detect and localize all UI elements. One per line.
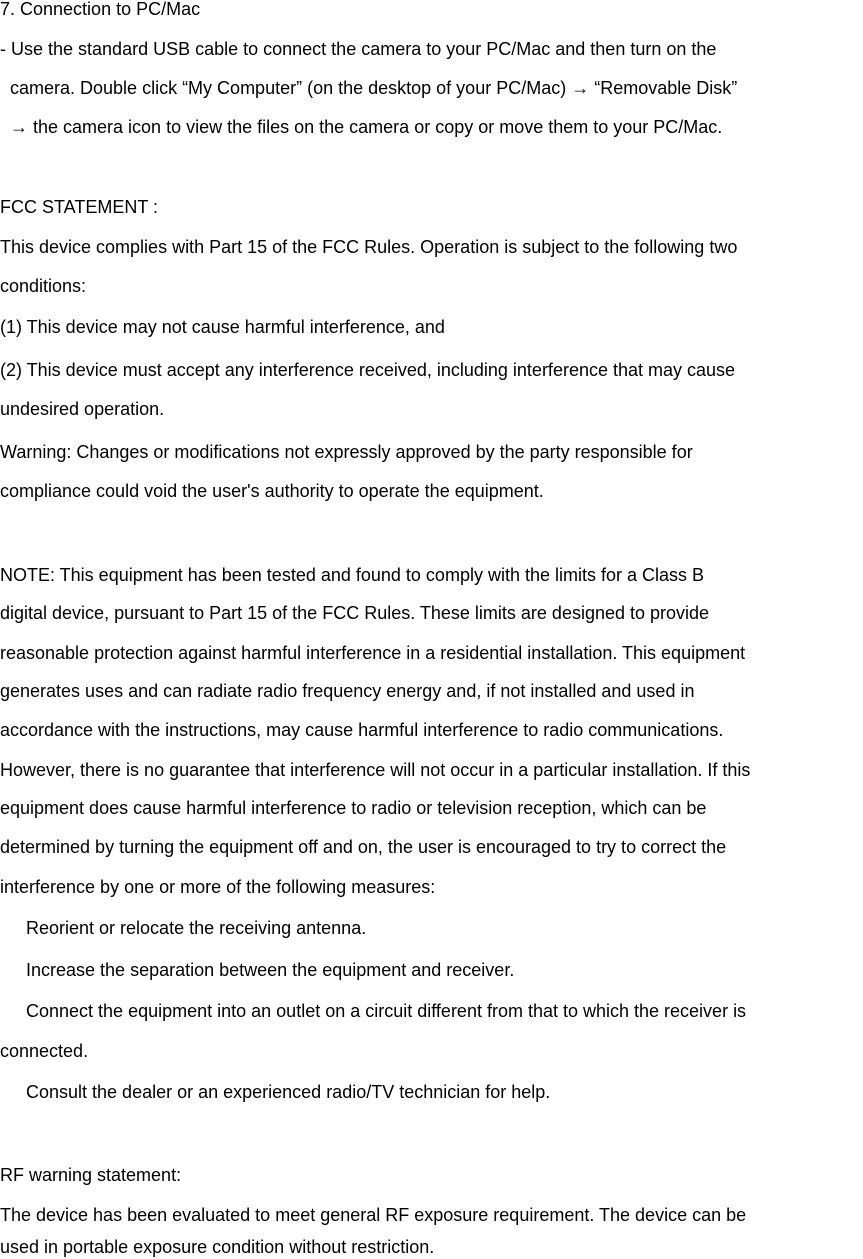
fcc-line: undesired operation.: [0, 399, 165, 419]
note-line: digital device, pursuant to Part 15 of the FCC Rules. These limits are designed to provide: [0, 603, 710, 623]
fcc-line: (2) This device must accept any interference received, including interference that may cause: [0, 360, 736, 380]
rf-heading: RF warning statement:: [0, 1165, 182, 1185]
fcc-line: (1) This device may not cause harmful interference, and: [0, 317, 445, 337]
rf-line: used in portable exposure condition without restriction.: [0, 1237, 435, 1257]
measure-item: Consult the dealer or an experienced radio/TV technician for help.: [26, 1082, 551, 1102]
note-line: interference by one or more of the following measures:: [0, 877, 436, 897]
measure-item-continuation: connected.: [0, 1041, 89, 1061]
measure-item: Connect the equipment into an outlet on a circuit different from that to which the receiver is: [26, 1001, 747, 1021]
measure-item: Increase the separation between the equipment and receiver.: [26, 960, 515, 980]
rf-line: The device has been evaluated to meet general RF exposure requirement. The device can be: [0, 1205, 747, 1225]
fcc-line: Warning: Changes or modifications not expressly approved by the party responsible for: [0, 442, 693, 462]
section-7-line: - Use the standard USB cable to connect the camera to your PC/Mac and then turn on the: [0, 39, 717, 59]
note-line: generates uses and can radiate radio frequency energy and, if not installed and used in: [0, 681, 695, 701]
fcc-heading: FCC STATEMENT :: [0, 197, 159, 217]
section-7-heading: 7. Connection to PC/Mac: [0, 0, 201, 19]
note-line: equipment does cause harmful interference to radio or television reception, which can be: [0, 798, 707, 818]
fcc-line: This device complies with Part 15 of the FCC Rules. Operation is subject to the following two: [0, 237, 738, 257]
note-line: reasonable protection against harmful interference in a residential installation. This equipment: [0, 643, 746, 663]
note-line: However, there is no guarantee that interference will not occur in a particular installation. If this: [0, 760, 751, 780]
note-line: determined by turning the equipment off and on, the user is encouraged to try to correct the: [0, 837, 727, 857]
fcc-line: compliance could void the user's authority to operate the equipment.: [0, 481, 544, 501]
section-7-line: camera. Double click “My Computer” (on the desktop of your PC/Mac) → “Removable Disk”: [10, 78, 738, 98]
note-line: NOTE: This equipment has been tested and found to comply with the limits for a Class B: [0, 565, 705, 585]
measure-item: Reorient or relocate the receiving antenna.: [26, 918, 367, 938]
fcc-line: conditions:: [0, 276, 87, 296]
section-7-line: → the camera icon to view the files on the camera or copy or move them to your PC/Mac.: [10, 117, 723, 137]
note-line: accordance with the instructions, may cause harmful interference to radio communications.: [0, 720, 724, 740]
